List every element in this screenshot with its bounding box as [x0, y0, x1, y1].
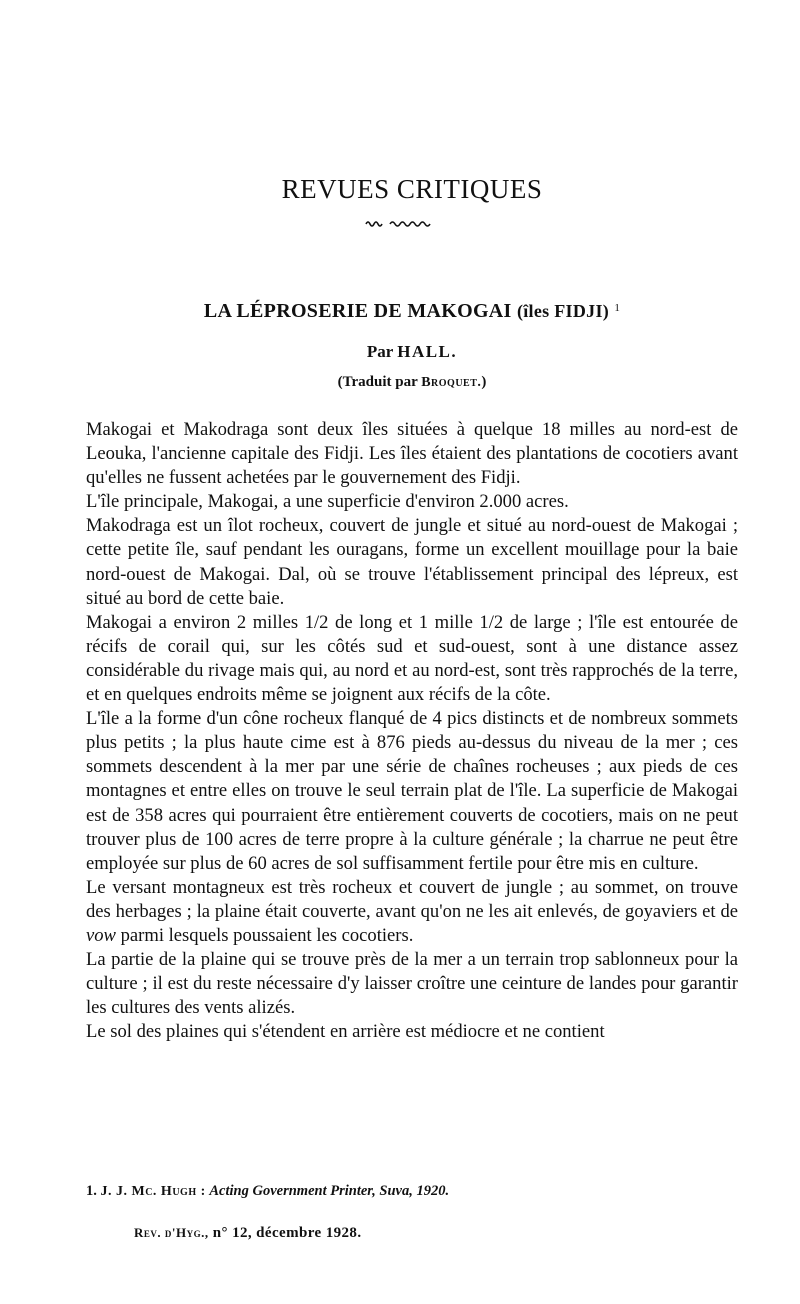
article-title-islands: (îles FIDJI)	[516, 301, 610, 321]
paragraph-4: Makogai a environ 2 milles 1/2 de long et 1 mille 1/2 de large ; l'île est entourée de récifs de corail qui, sur les côtés sud et sud-ouest, sont à une distance assez considérable du rivage mais qui, au nord et au nord-est, sont très rapprochés de la terre, et en quelques endroits même se joignent aux récifs de la côte.	[86, 611, 738, 706]
author-name: HALL.	[397, 342, 458, 361]
translator-suffix: )	[481, 374, 487, 390]
translator-prefix: (Traduit par	[337, 374, 418, 390]
paragraph-6-italic: vow	[86, 924, 116, 946]
journal-abbrev: Rev. d'Hyg.,	[134, 1225, 209, 1240]
paragraph-6-text: Le versant montagneux est très rocheux et couvert de jungle ; au sommet, on trouve des herbages ; la plaine était couverte, avant qu'on ne les ait enlevés, de goyaviers et de	[86, 876, 738, 922]
paragraph-5: L'île a la forme d'un cône rocheux flanqué de 4 pics distincts et de nombreux sommets plus petits ; la plus haute cime est à 876 pieds au-dessus du niveau de la mer ; ces sommets descendent à la mer par une série de chaînes rocheuses ; aux pieds de ces montagnes et entre elles on trouve le seul terrain plat de l'île. La superficie de Makogai est de 358 acres qui pourraient être entièrement couverts de cocotiers, mais on ne peut trouver plus de 100 acres de terre propre à la culture générale ; la charrue ne peut être employée sur plus de 60 acres de sol suffisamment fertile pour être mis en culture.	[86, 708, 738, 874]
footnote-number: 1.	[86, 1183, 97, 1199]
paragraph-8: Le sol des plaines qui s'étendent en arrière est médiocre et ne contient	[86, 1021, 605, 1043]
paragraph-7: La partie de la plaine qui se trouve près de la mer a un terrain trop sablonneux pour la culture ; il est du reste nécessaire d'y laisser croître une ceinture de landes pour garantir les cultures des vents alizés.	[86, 949, 738, 1019]
footnote-marker: 1	[614, 302, 621, 314]
footnote-source: Acting Government Printer, Suva, 1920.	[209, 1183, 450, 1199]
document-page	[86, 0, 738, 1304]
footnote-author: J. J. Mc. Hugh :	[100, 1184, 206, 1199]
article-title	[86, 300, 738, 323]
article-body	[86, 418, 738, 1044]
footnote	[86, 1183, 738, 1200]
article-title-main: LA LÉPROSERIE DE MAKOGAI	[203, 300, 512, 322]
paragraph-6	[86, 876, 738, 948]
journal-issue: n° 12, décembre 1928.	[212, 1225, 362, 1241]
paragraph-1: Makogai et Makodraga sont deux îles situées à quelque 18 milles au nord-est de Leouka, l'ancienne capitale des Fidji. Les îles étaient des plantations de cocotiers avant qu'elles ne fussent achetées par le gouvernement des Fidji.	[86, 419, 738, 489]
paragraph-2: L'île principale, Makogai, a une superficie d'environ 2.000 acres.	[86, 491, 569, 513]
translator-line	[86, 374, 738, 391]
paragraph-3: Makodraga est un îlot rocheux, couvert de jungle et situé au nord-ouest de Makogai ; cette petite île, sauf pendant les ouragans, forme un excellent mouillage pour la baie nord-ouest de Makogai. Dal, où se trouve l'établissement principal des lépreux, est situé au bord de cette baie.	[86, 515, 738, 609]
paragraph-6-tail: parmi lesquels poussaient les cocotiers.	[120, 924, 414, 946]
journal-reference	[134, 1225, 361, 1242]
section-title: REVUES CRITIQUES	[281, 174, 543, 204]
translator-name: Broquet.	[421, 375, 482, 390]
decorative-ornament	[364, 216, 464, 230]
byline-prefix: Par	[366, 342, 393, 361]
byline	[86, 342, 738, 362]
